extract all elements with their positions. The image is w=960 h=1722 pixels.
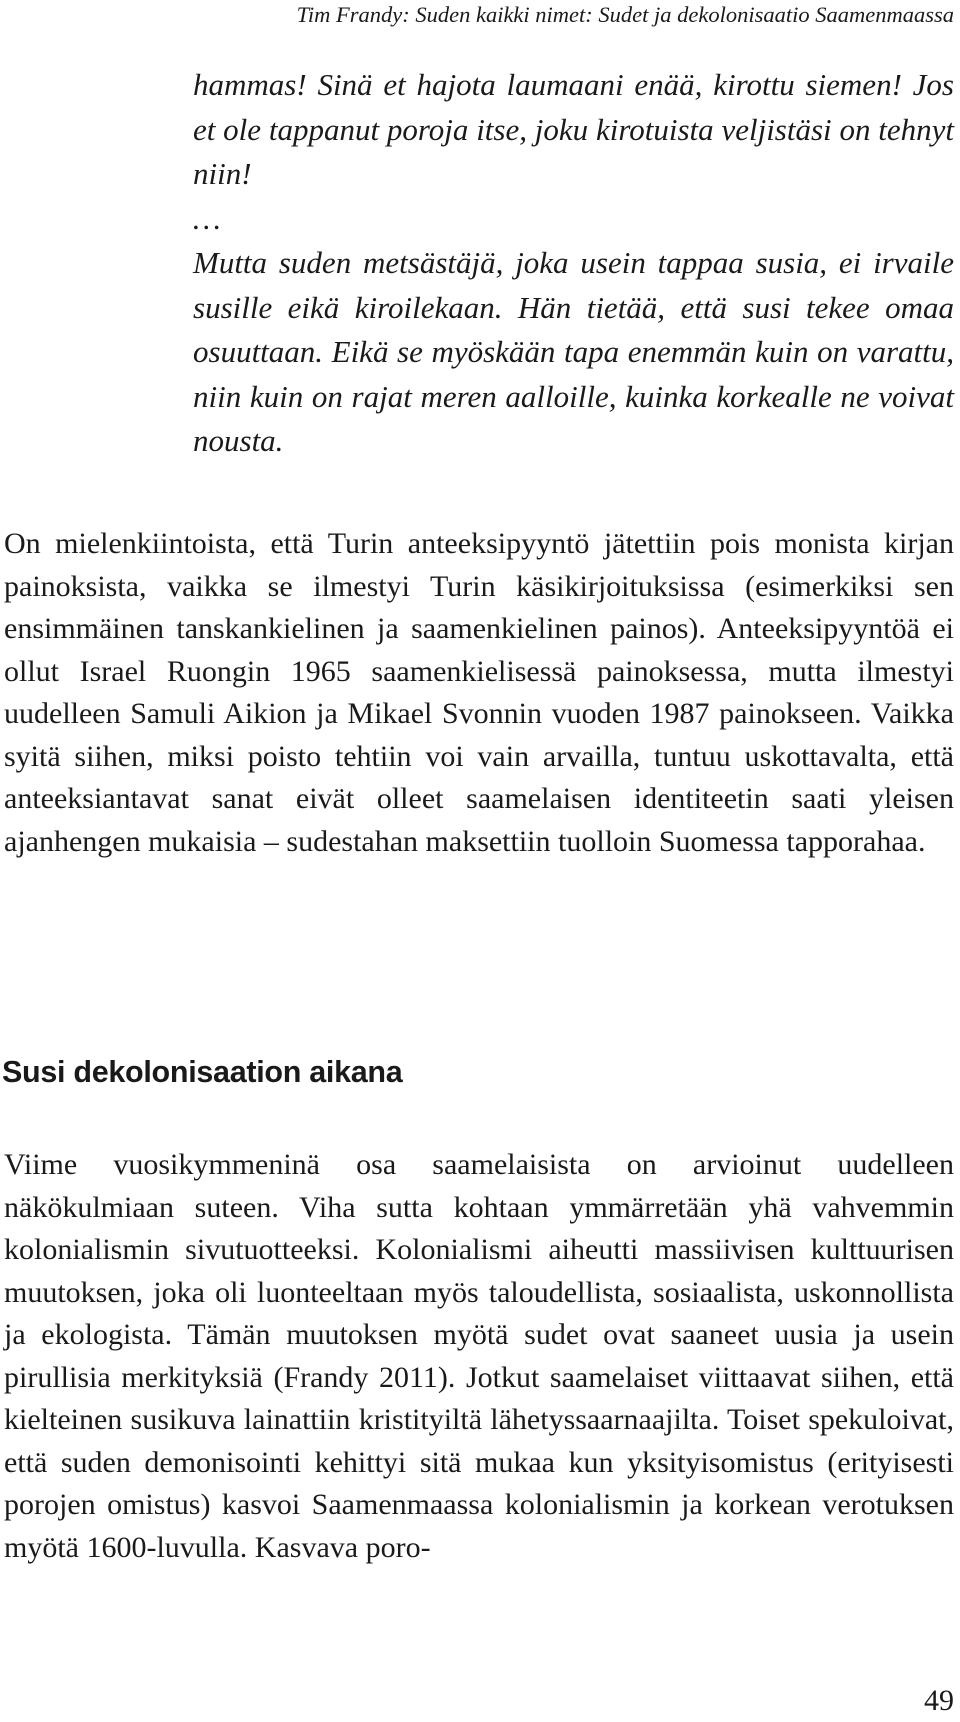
quote-ellipsis: … xyxy=(193,200,221,236)
running-header: Tim Frandy: Suden kaikki nimet: Sudet ja dekolonisaatio Saamenmaassa xyxy=(296,2,954,27)
body-paragraph-1: On mielenkiintoista, että Turin anteeksipyyntö jätettiin pois monista kirjan painoksista, vaikka se ilmestyi Turin käsikirjoituksissa (esimerkiksi sen ensimmäinen tanskankielinen ja saamenkielinen painos). Anteeksipyyntöä ei ollut Israel Ruongin 1965 saamenkielisessä painoksessa, mutta ilmestyi uudelleen Samuli Aikion ja Mikael Svonnin vuoden 1987 painokseen. Vaikka syitä siihen, miksi poisto tehtiin voi vain arvailla, tuntuu uskottavalta, että anteeksiantavat sanat eivät olleet saamelaisen identiteetin saati yleisen ajanhengen mukaisia – sudestahan maksettiin tuolloin Suomessa tapporahaa. xyxy=(4,527,954,858)
body-paragraph-2: Viime vuosikymmeninä osa saamelaisista on arvioinut uudelleen näkökulmiaan suteen. Viha sutta kohtaan ymmärretään yhä vahvemmin kolonialismin sivutuotteeksi. Kolonialismi aiheutti massiivisen kulttuurisen muutoksen, joka oli luonteeltaan myös taloudellista, sosiaalista, uskonnollista ja ekologista. Tämän muutoksen myötä sudet ovat saaneet uusia ja usein pirullisia merkityksiä (Frandy 2011). Jotkut saamelaiset viittaavat siihen, että kielteinen susikuva lainattiin kristityiltä lähetyssaarnaajilta. Toiset spekuloivat, että suden demonisointi kehittyi sitä mukaa kun yksityisomistus (erityisesti porojen omistus) kasvoi Saamenmaassa kolonialismin ja korkean verotuksen myötä 1600-luvulla. Kasvava poro- xyxy=(4,1148,954,1564)
section-heading: Susi dekolonisaation aikana xyxy=(2,1055,403,1089)
block-quote xyxy=(193,63,954,464)
quote-line: hammas! Sinä et hajota laumaani enää, kirottu siemen! Jos et ole tappanut poroja itse, joku kirotuista veljistäsi on tehnyt niin! xyxy=(193,67,954,191)
quote-line: Mutta suden metsästäjä, joka usein tappaa susia, ei irvaile susille eikä kiroilekaan. Hän tietää, että susi tekee omaa osuuttaan. Eikä se myöskään tapa enemmän kuin on varattu, niin kuin on rajat meren aalloille, kuinka korkealle ne voivat nousta. xyxy=(193,245,954,458)
page-number: 49 xyxy=(924,1684,954,1717)
